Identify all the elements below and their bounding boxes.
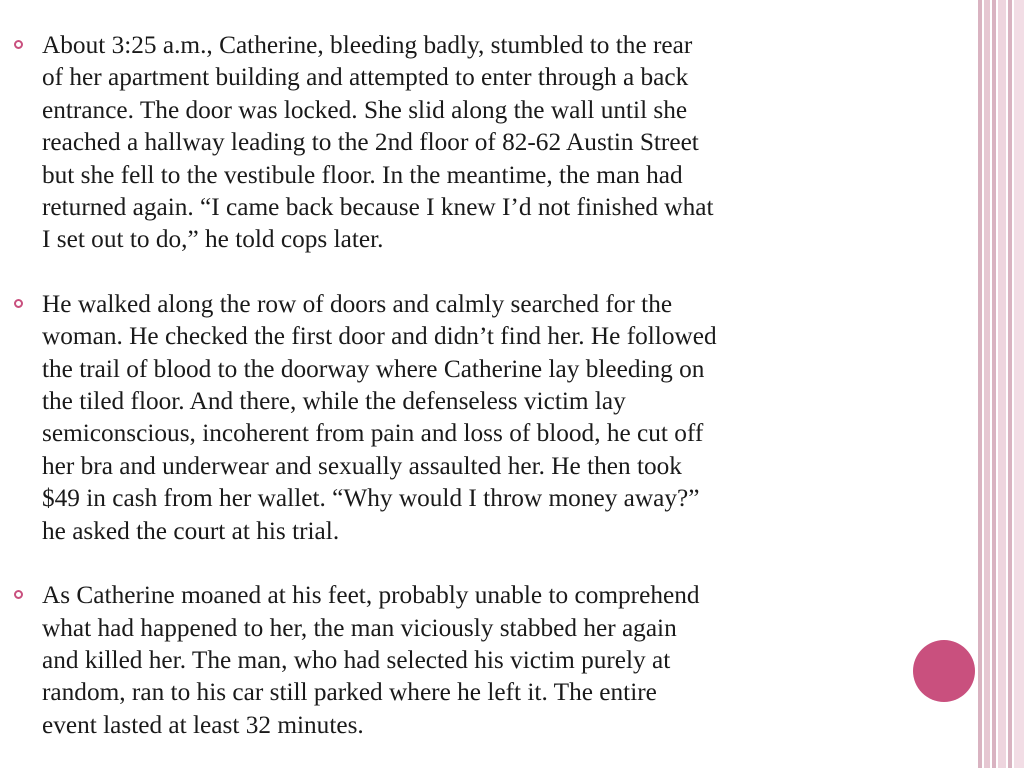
- decorative-stripe: [978, 0, 982, 768]
- text-line: $49 in cash from her wallet. “Why would I throw money away?”: [42, 484, 700, 513]
- bullet-item: [14, 29, 964, 256]
- text-line: event lasted at least 32 minutes.: [42, 710, 364, 739]
- text-line: her bra and underwear and sexually assaulted her. He then took: [42, 451, 682, 480]
- text-line: he asked the court at his trial.: [42, 516, 340, 545]
- text-line: woman. He checked the first door and didn’t find her. He followed: [42, 322, 717, 351]
- text-line: As Catherine moaned at his feet, probably unable to comprehend: [42, 581, 700, 610]
- text-line: returned again. “I came back because I knew I’d not finished what: [42, 193, 714, 222]
- text-line: He walked along the row of doors and calmly searched for the: [42, 289, 673, 318]
- text-line: of her apartment building and attempted to enter through a back: [42, 63, 689, 92]
- bullet-item: [14, 579, 964, 741]
- text-line: reached a hallway leading to the 2nd floor of 82-62 Austin Street: [42, 128, 699, 157]
- hollow-circle-bullet-icon: [14, 299, 23, 308]
- text-line: but she fell to the vestibule floor. In the meantime, the man had: [42, 160, 683, 189]
- text-line: the trail of blood to the doorway where Catherine lay bleeding on: [42, 354, 705, 383]
- bullet-item: [14, 288, 964, 547]
- slide-body: [14, 29, 964, 768]
- text-line: I set out to do,” he told cops later.: [42, 225, 384, 254]
- bullet-text: [42, 288, 964, 547]
- text-line: the tiled floor. And there, while the defenseless victim lay: [42, 387, 626, 416]
- text-line: what had happened to her, the man viciously stabbed her again: [42, 613, 677, 642]
- decorative-stripe: [992, 0, 996, 768]
- hollow-circle-bullet-icon: [14, 40, 23, 49]
- bullet-text: [42, 579, 964, 741]
- text-line: random, ran to his car still parked where he left it. The entire: [42, 678, 657, 707]
- decorative-stripe: [1008, 0, 1012, 768]
- decorative-stripe: [998, 0, 1006, 768]
- text-line: About 3:25 a.m., Catherine, bleeding badly, stumbled to the rear: [42, 31, 693, 59]
- hollow-circle-bullet-icon: [14, 590, 23, 599]
- decorative-stripe: [1014, 0, 1024, 768]
- text-line: and killed her. The man, who had selected his victim purely at: [42, 645, 671, 674]
- decorative-stripe: [984, 0, 990, 768]
- text-line: entrance. The door was locked. She slid along the wall until she: [42, 95, 688, 124]
- bullet-text: [42, 29, 964, 256]
- text-line: semiconscious, incoherent from pain and loss of blood, he cut off: [42, 419, 704, 448]
